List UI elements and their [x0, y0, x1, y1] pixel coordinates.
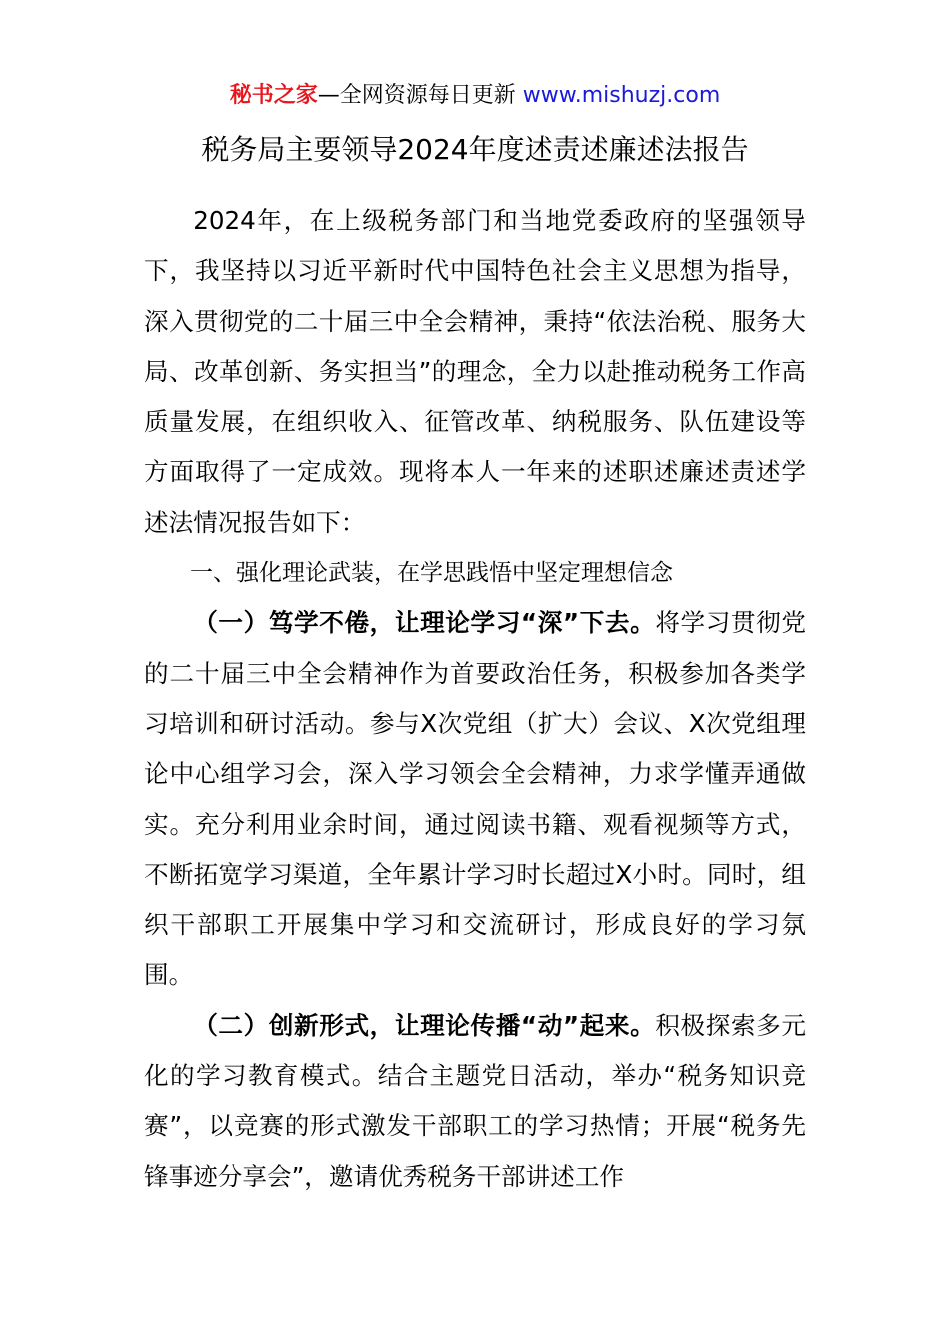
site-brand: 秘书之家	[229, 83, 318, 108]
site-header	[0, 80, 950, 112]
site-url-link[interactable]: www.mishuzj.com	[522, 83, 721, 108]
document-title: 税务局主要领导2024年度述责述廉述法报告	[201, 133, 749, 166]
item-1-paragraph	[144, 598, 806, 1000]
site-tagline: —全网资源每日更新	[317, 83, 516, 108]
section-heading: 一、强化理论武装，在学思践悟中坚定理想信念	[190, 560, 673, 587]
item-2-lead: （二）创新形式，让理论传播“动”起来。	[193, 1010, 656, 1040]
item-2-paragraph	[144, 1001, 806, 1202]
intro-paragraph: 2024年，在上级税务部门和当地党委政府的坚强领导下，我坚持以习近平新时代中国特色社会主义思想为指导，深入贯彻党的二十届三中全会精神，秉持“依法治税、服务大局、改革创新、务实担当”的理念，全力以赴推动税务工作高质量发展，在组织收入、征管改革、纳税服务、队伍建设等方面取得了一定成效。现将本人一年来的述职述廉述责述学述法情况报告如下：	[144, 206, 806, 537]
item-2-text: 积极探索多元化的学习教育模式。结合主题党日活动，举办“税务知识竞赛”，以竞赛的形式激发干部职工的学习热情；开展“税务先锋事迹分享会”，邀请优秀税务干部讲述工作	[144, 1010, 806, 1191]
item-1-text: 将学习贯彻党的二十届三中全会精神作为首要政治任务，积极参加各类学习培训和研讨活动。参与X次党组（扩大）会议、X次党组理论中心组学习会，深入学习领会全会精神，力求学懂弄通做实。充分利用业余时间，通过阅读书籍、观看视频等方式，不断拓宽学习渠道，全年累计学习时长超过X小时。同时，组织干部职工开展集中学习和交流研讨，形成良好的学习氛围。	[144, 608, 806, 990]
item-1-lead: （一）笃学不倦，让理论学习“深”下去。	[193, 608, 656, 638]
document-body	[144, 196, 806, 1202]
